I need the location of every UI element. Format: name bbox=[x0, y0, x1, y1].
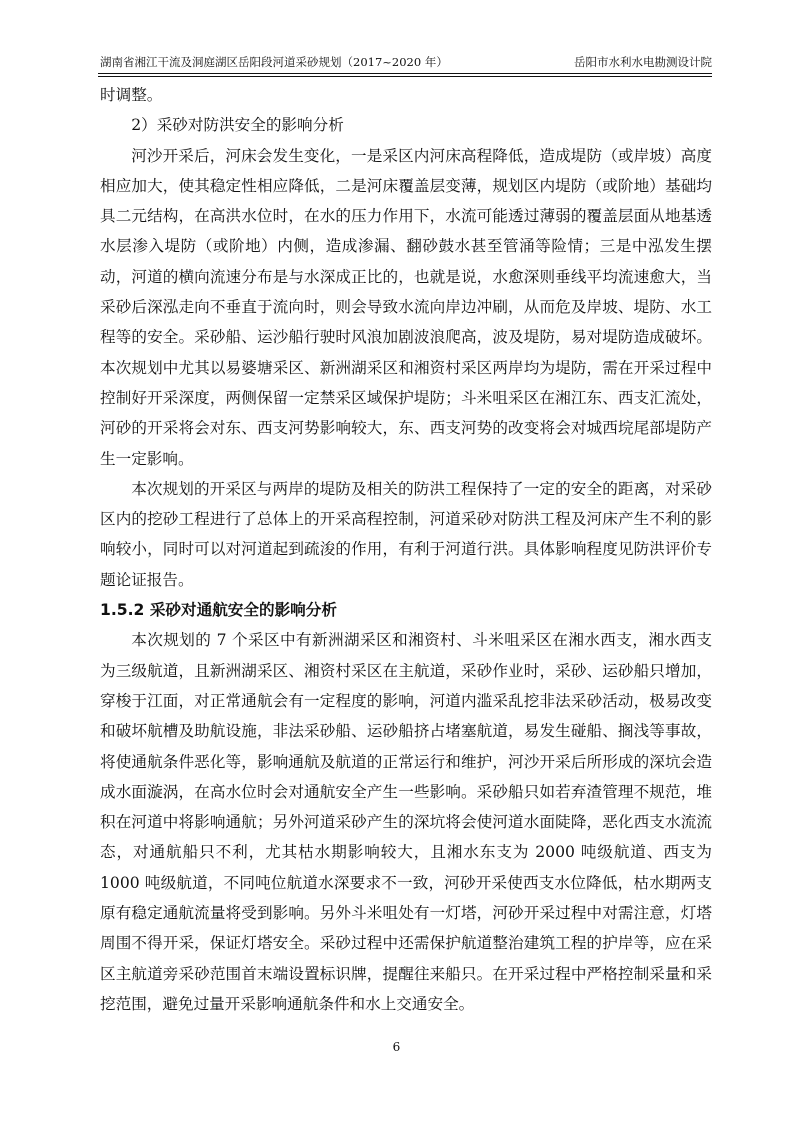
page-number: 6 bbox=[392, 1040, 401, 1054]
header-institute-name: 岳阳市水利水电勘测设计院 bbox=[574, 55, 712, 69]
running-header bbox=[100, 54, 712, 72]
carryover-text: 时调整。 bbox=[100, 86, 163, 104]
paragraph-riverbed-change: 河沙开采后，河床会发生变化，一是采区内河床高程降低，造成堤防（或岸坡）高度相应加大，使其稳定性相应降低，二是河床覆盖层变薄，规划区内堤防（或阶地）基础均具二元结构，在高洪水位时，在水的压力作用下，水流可能透过薄弱的覆盖层面从地基透水层渗入堤防（或阶地）内侧，造成渗漏、翻砂鼓水甚至管涌等险情；三是中泓发生摆动，河道的横向流速分布是与水深成正比的，也就是说，水愈深则垂线平均流速愈大，当采砂后深泓走向不垂直于流向时，则会导致水流向岸边冲刷，从而危及岸坡、堤防、水工程等的安全。采砂船、运沙船行驶时风浪加剧波浪爬高，波及堤防，易对堤防造成破坏。本次规划中尤其以易婆塘采区、新洲湖采区和湘资村采区两岸均为堤防，需在开采过程中控制好开采深度，两侧保留一定禁采区域保护堤防；斗米咀采区在湘江东、西支汇流处，河砂的开采将会对东、西支河势影响较大，东、西支河势的改变将会对城西垸尾部堤防产生一定影响。 bbox=[100, 146, 712, 468]
page-body bbox=[100, 80, 712, 1019]
paragraph-planning-control: 本次规划的开采区与两岸的堤防及相关的防洪工程保持了一定的安全的距离，对采砂区内的挖砂工程进行了总体上的开采高程控制，河道采砂对防洪工程及河床产生不利的影响较小，同时可以对河道起到疏浚的作用，有利于河道行洪。具体影响程度见防洪评价专题论证报告。 bbox=[100, 479, 712, 589]
section-heading-navigation: 1.5.2 采砂对通航安全的影响分析 bbox=[100, 601, 337, 620]
header-rule-thick bbox=[98, 73, 712, 74]
paragraph-navigation-impact: 本次规划的 7 个采区中有新洲湖采区和湘资村、斗米咀采区在湘水西支，湘水西支为三级航道，且新洲湖采区、湘资村采区在主航道，采砂作业时，采砂、运砂船只增加，穿梭于江面，对正常通航会有一定程度的影响，河道内滥采乱挖非法采砂活动，极易改变和破坏航槽及助航设施，非法采砂船、运砂船挤占堵塞航道，易发生碰船、搁浅等事故，将使通航条件恶化等，影响通航及航道的正常运行和维护，河沙开采后所形成的深坑会造成水面漩涡，在高水位时会对通航安全产生一些影响。采砂船只如若弃渣管理不规范，堆积在河道中将影响通航；另外河道采砂产生的深坑将会使河道水面陡降，恶化西支水流流态，对通航船只不利，尤其枯水期影响较大，且湘水东支为 2000 吨级航道、西支为 1000 吨级航道，不同吨位航道水深要求不一致，河砂开采使西支水位降低，枯水期两支原有稳定通航流量将受到影响。另外斗米咀处有一灯塔，河砂开采过程中对需注意，灯塔周围不得开采，保证灯塔安全。采砂过程中还需保护航道整治建筑工程的护岸等，应在采区主航道旁采砂范围首末端设置标识牌，提醒往来船只。在开采过程中严格控制采量和采挖范围，避免过量开采影响通航条件和水上交通安全。 bbox=[100, 631, 712, 1013]
header-rule-thin bbox=[98, 76, 712, 77]
header-document-title: 湖南省湘江干流及洞庭湖区岳阳段河道采砂规划（2017~2020 年） bbox=[100, 55, 448, 69]
subheading-flood-safety: 2）采砂对防洪安全的影响分析 bbox=[131, 116, 344, 135]
